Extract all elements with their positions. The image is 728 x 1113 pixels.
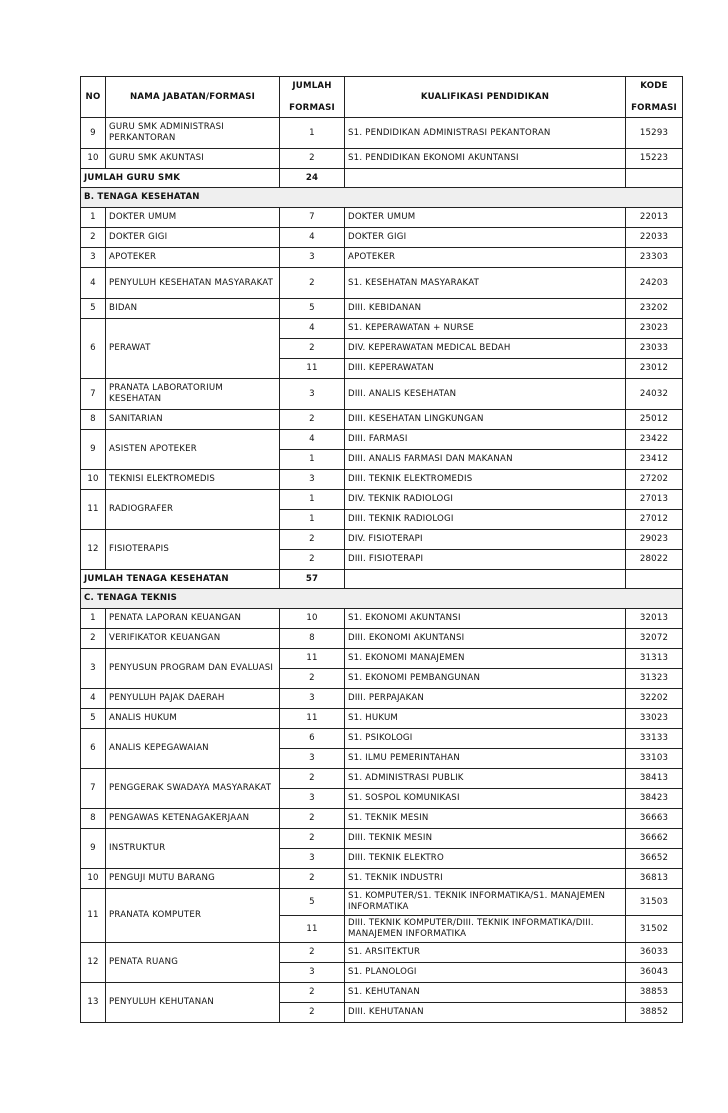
row-no: 5: [81, 299, 106, 319]
table-row: [81, 319, 683, 339]
row-kualifikasi: DIII. ANALIS FARMASI DAN MAKANAN: [345, 450, 626, 470]
row-jumlah: 2: [280, 550, 345, 570]
row-jumlah: 3: [280, 849, 345, 869]
row-kode: 22013: [626, 208, 683, 228]
header-kode-line1: KODE: [640, 80, 668, 91]
row-jumlah: 10: [280, 609, 345, 629]
row-nama: RADIOGRAFER: [106, 490, 280, 530]
table-row: [81, 379, 683, 410]
row-nama: PENYUSUN PROGRAM DAN EVALUASI: [106, 649, 280, 689]
row-jumlah: 7: [280, 208, 345, 228]
row-jumlah: 2: [280, 410, 345, 430]
row-kualifikasi: S1. PLANOLOGI: [345, 963, 626, 983]
row-jumlah: 2: [280, 983, 345, 1003]
row-jumlah: 1: [280, 510, 345, 530]
total-value: 24: [280, 169, 345, 188]
row-jumlah: 4: [280, 319, 345, 339]
row-no: 7: [81, 769, 106, 809]
row-kode: 33023: [626, 709, 683, 729]
row-nama: BIDAN: [106, 299, 280, 319]
row-jumlah: 1: [280, 450, 345, 470]
total-empty-cell: [345, 570, 626, 589]
row-kode: 38852: [626, 1003, 683, 1023]
row-jumlah: 1: [280, 118, 345, 149]
row-jumlah: 2: [280, 943, 345, 963]
row-kode: 23023: [626, 319, 683, 339]
row-no: 1: [81, 609, 106, 629]
row-no: 12: [81, 530, 106, 570]
row-no: 3: [81, 649, 106, 689]
table-row: [81, 299, 683, 319]
table-row: [81, 430, 683, 450]
row-kualifikasi: S1. TEKNIK MESIN: [345, 809, 626, 829]
row-kode: 36652: [626, 849, 683, 869]
table-row: [81, 118, 683, 149]
row-kualifikasi: S1. PSIKOLOGI: [345, 729, 626, 749]
row-no: 10: [81, 149, 106, 169]
table-row: [81, 829, 683, 849]
row-jumlah: 2: [280, 869, 345, 889]
row-kualifikasi: S1. HUKUM: [345, 709, 626, 729]
table-row: [81, 228, 683, 248]
row-kode: 36813: [626, 869, 683, 889]
row-kualifikasi: DIV. FISIOTERAPI: [345, 530, 626, 550]
table-row: [81, 709, 683, 729]
row-no: 8: [81, 809, 106, 829]
row-jumlah: 2: [280, 769, 345, 789]
row-kualifikasi: S1. TEKNIK INDUSTRI: [345, 869, 626, 889]
row-kualifikasi: APOTEKER: [345, 248, 626, 268]
row-nama: SANITARIAN: [106, 410, 280, 430]
row-kualifikasi: S1. KOMPUTER/S1. TEKNIK INFORMATIKA/S1. MANAJEMEN INFORMATIKA: [345, 889, 626, 916]
table-row: [81, 470, 683, 490]
row-jumlah: 3: [280, 248, 345, 268]
row-nama: PENYULUH KESEHATAN MASYARAKAT: [106, 268, 280, 299]
row-kualifikasi: DIII. ANALIS KESEHATAN: [345, 379, 626, 410]
row-kualifikasi: DIII. KESEHATAN LINGKUNGAN: [345, 410, 626, 430]
row-jumlah: 1: [280, 490, 345, 510]
row-kualifikasi: S1. SOSPOL KOMUNIKASI: [345, 789, 626, 809]
table-row: [81, 248, 683, 268]
row-jumlah: 3: [280, 749, 345, 769]
row-nama: PRANATA LABORATORIUM KESEHATAN: [106, 379, 280, 410]
row-kualifikasi: S1. ARSITEKTUR: [345, 943, 626, 963]
row-kode: 31323: [626, 669, 683, 689]
row-nama: PENATA LAPORAN KEUANGAN: [106, 609, 280, 629]
row-jumlah: 11: [280, 916, 345, 943]
row-kualifikasi: S1. PENDIDIKAN ADMINISTRASI PEKANTORAN: [345, 118, 626, 149]
table-row: [81, 729, 683, 749]
table-row: [81, 983, 683, 1003]
row-no: 2: [81, 629, 106, 649]
row-jumlah: 11: [280, 649, 345, 669]
row-kode: 31502: [626, 916, 683, 943]
row-jumlah: 2: [280, 530, 345, 550]
row-no: 11: [81, 889, 106, 943]
row-nama: PENYULUH PAJAK DAERAH: [106, 689, 280, 709]
row-kualifikasi: DIII. KEHUTANAN: [345, 1003, 626, 1023]
row-jumlah: 2: [280, 809, 345, 829]
row-kode: 15223: [626, 149, 683, 169]
row-kode: 36043: [626, 963, 683, 983]
row-jumlah: 3: [280, 963, 345, 983]
row-no: 11: [81, 490, 106, 530]
table-row: [81, 943, 683, 963]
table-row: [81, 769, 683, 789]
header-jumlah: [280, 77, 345, 118]
row-nama: ANALIS HUKUM: [106, 709, 280, 729]
row-no: 9: [81, 430, 106, 470]
header-jumlah-line1: JUMLAH: [292, 80, 332, 91]
total-value: 57: [280, 570, 345, 589]
row-jumlah: 2: [280, 149, 345, 169]
row-nama: PENGGERAK SWADAYA MASYARAKAT: [106, 769, 280, 809]
total-row-guru-smk: [81, 169, 683, 188]
row-kualifikasi: DOKTER GIGI: [345, 228, 626, 248]
row-nama: GURU SMK AKUNTASI: [106, 149, 280, 169]
row-nama: PRANATA KOMPUTER: [106, 889, 280, 943]
row-kode: 27013: [626, 490, 683, 510]
total-label: JUMLAH TENAGA KESEHATAN: [81, 570, 280, 589]
row-jumlah: 3: [280, 470, 345, 490]
header-kode: [626, 77, 683, 118]
row-kualifikasi: DIII. PERPAJAKAN: [345, 689, 626, 709]
row-jumlah: 8: [280, 629, 345, 649]
total-row: [81, 570, 683, 589]
row-no: 13: [81, 983, 106, 1023]
row-no: 7: [81, 379, 106, 410]
row-no: 12: [81, 943, 106, 983]
row-nama: GURU SMK ADMINISTRASI PERKANTORAN: [106, 118, 280, 149]
row-nama: DOKTER GIGI: [106, 228, 280, 248]
header-jumlah-line2: FORMASI: [289, 102, 335, 113]
total-empty-cell: [345, 169, 626, 188]
row-kode: 23033: [626, 339, 683, 359]
row-kualifikasi: DIII. KEBIDANAN: [345, 299, 626, 319]
table-row: [81, 208, 683, 228]
row-no: 1: [81, 208, 106, 228]
row-no: 6: [81, 729, 106, 769]
row-jumlah: 4: [280, 430, 345, 450]
row-nama: DOKTER UMUM: [106, 208, 280, 228]
row-jumlah: 6: [280, 729, 345, 749]
table-row: [81, 530, 683, 550]
section-header-row: [81, 188, 683, 208]
row-kode: 32202: [626, 689, 683, 709]
row-jumlah: 11: [280, 709, 345, 729]
table-row: [81, 268, 683, 299]
row-jumlah: 3: [280, 689, 345, 709]
row-kualifikasi: S1. EKONOMI MANAJEMEN: [345, 649, 626, 669]
row-kualifikasi: DIV. KEPERAWATAN MEDICAL BEDAH: [345, 339, 626, 359]
row-kode: 22033: [626, 228, 683, 248]
header-kualifikasi: KUALIFIKASI PENDIDIKAN: [345, 77, 626, 118]
row-kualifikasi: S1. ADMINISTRASI PUBLIK: [345, 769, 626, 789]
row-jumlah: 5: [280, 889, 345, 916]
row-nama: PENATA RUANG: [106, 943, 280, 983]
total-label: JUMLAH GURU SMK: [81, 169, 280, 188]
formasi-table: [80, 76, 683, 1023]
row-kualifikasi: S1. KEPERAWATAN + NURSE: [345, 319, 626, 339]
row-nama: INSTRUKTUR: [106, 829, 280, 869]
row-kode: 24203: [626, 268, 683, 299]
section-title: B. TENAGA KESEHATAN: [81, 188, 683, 208]
table-row: [81, 609, 683, 629]
table-row: [81, 410, 683, 430]
row-no: 8: [81, 410, 106, 430]
row-nama: VERIFIKATOR KEUANGAN: [106, 629, 280, 649]
row-nama: PENYULUH KEHUTANAN: [106, 983, 280, 1023]
row-kualifikasi: DIII. EKONOMI AKUNTANSI: [345, 629, 626, 649]
table-header-row: [81, 77, 683, 118]
row-kode: 38853: [626, 983, 683, 1003]
row-kode: 36663: [626, 809, 683, 829]
row-kode: 25012: [626, 410, 683, 430]
row-no: 4: [81, 268, 106, 299]
section-header-row: [81, 589, 683, 609]
row-kode: 33103: [626, 749, 683, 769]
row-jumlah: 4: [280, 228, 345, 248]
row-kualifikasi: DIII. TEKNIK MESIN: [345, 829, 626, 849]
section-title: C. TENAGA TEKNIS: [81, 589, 683, 609]
row-kode: 36662: [626, 829, 683, 849]
row-jumlah: 11: [280, 359, 345, 379]
row-kualifikasi: S1. ILMU PEMERINTAHAN: [345, 749, 626, 769]
table-row: [81, 809, 683, 829]
row-jumlah: 2: [280, 339, 345, 359]
row-jumlah: 3: [280, 379, 345, 410]
header-no: NO: [81, 77, 106, 118]
table-row: [81, 649, 683, 669]
row-no: 4: [81, 689, 106, 709]
row-nama: ANALIS KEPEGAWAIAN: [106, 729, 280, 769]
row-nama: ASISTEN APOTEKER: [106, 430, 280, 470]
row-kode: 29023: [626, 530, 683, 550]
row-kualifikasi: S1. KEHUTANAN: [345, 983, 626, 1003]
row-kode: 23202: [626, 299, 683, 319]
row-kode: 23012: [626, 359, 683, 379]
row-kode: 38413: [626, 769, 683, 789]
row-jumlah: 2: [280, 829, 345, 849]
row-kode: 33133: [626, 729, 683, 749]
row-jumlah: 3: [280, 789, 345, 809]
total-empty-cell: [626, 570, 683, 589]
row-kode: 27202: [626, 470, 683, 490]
row-kualifikasi: S1. PENDIDIKAN EKONOMI AKUNTANSI: [345, 149, 626, 169]
row-kode: 23412: [626, 450, 683, 470]
row-jumlah: 2: [280, 268, 345, 299]
table-row: [81, 149, 683, 169]
row-no: 2: [81, 228, 106, 248]
row-kualifikasi: DIII. TEKNIK KOMPUTER/DIII. TEKNIK INFORMATIKA/DIII. MANAJEMEN INFORMATIKA: [345, 916, 626, 943]
row-kode: 15293: [626, 118, 683, 149]
table-row: [81, 629, 683, 649]
row-kualifikasi: DIII. TEKNIK ELEKTRO: [345, 849, 626, 869]
row-no: 10: [81, 869, 106, 889]
row-kualifikasi: DIV. TEKNIK RADIOLOGI: [345, 490, 626, 510]
row-kode: 28022: [626, 550, 683, 570]
row-kualifikasi: DOKTER UMUM: [345, 208, 626, 228]
formasi-table-body: [81, 77, 683, 1023]
row-no: 9: [81, 829, 106, 869]
row-kode: 23303: [626, 248, 683, 268]
row-kualifikasi: S1. EKONOMI PEMBANGUNAN: [345, 669, 626, 689]
row-nama: PENGAWAS KETENAGAKERJAAN: [106, 809, 280, 829]
row-kode: 32072: [626, 629, 683, 649]
row-no: 3: [81, 248, 106, 268]
row-no: 6: [81, 319, 106, 379]
row-kode: 24032: [626, 379, 683, 410]
row-kualifikasi: S1. KESEHATAN MASYARAKAT: [345, 268, 626, 299]
row-kode: 32013: [626, 609, 683, 629]
row-kode: 23422: [626, 430, 683, 450]
row-kualifikasi: DIII. TEKNIK RADIOLOGI: [345, 510, 626, 530]
row-nama: FISIOTERAPIS: [106, 530, 280, 570]
row-kualifikasi: DIII. KEPERAWATAN: [345, 359, 626, 379]
row-kode: 36033: [626, 943, 683, 963]
table-row: [81, 689, 683, 709]
row-kode: 31313: [626, 649, 683, 669]
row-jumlah: 2: [280, 669, 345, 689]
header-nama: NAMA JABATAN/FORMASI: [106, 77, 280, 118]
table-row: [81, 490, 683, 510]
total-empty-cell: [626, 169, 683, 188]
row-kualifikasi: DIII. FISIOTERAPI: [345, 550, 626, 570]
table-row: [81, 869, 683, 889]
header-kode-line2: FORMASI: [631, 102, 677, 113]
row-kualifikasi: DIII. FARMASI: [345, 430, 626, 450]
row-kode: 31503: [626, 889, 683, 916]
row-kualifikasi: S1. EKONOMI AKUNTANSI: [345, 609, 626, 629]
row-nama: TEKNISI ELEKTROMEDIS: [106, 470, 280, 490]
row-nama: PENGUJI MUTU BARANG: [106, 869, 280, 889]
row-kode: 38423: [626, 789, 683, 809]
row-nama: PERAWAT: [106, 319, 280, 379]
row-nama: APOTEKER: [106, 248, 280, 268]
row-jumlah: 2: [280, 1003, 345, 1023]
row-no: 5: [81, 709, 106, 729]
row-jumlah: 5: [280, 299, 345, 319]
row-no: 9: [81, 118, 106, 149]
row-kode: 27012: [626, 510, 683, 530]
row-kualifikasi: DIII. TEKNIK ELEKTROMEDIS: [345, 470, 626, 490]
row-no: 10: [81, 470, 106, 490]
table-row: [81, 889, 683, 916]
